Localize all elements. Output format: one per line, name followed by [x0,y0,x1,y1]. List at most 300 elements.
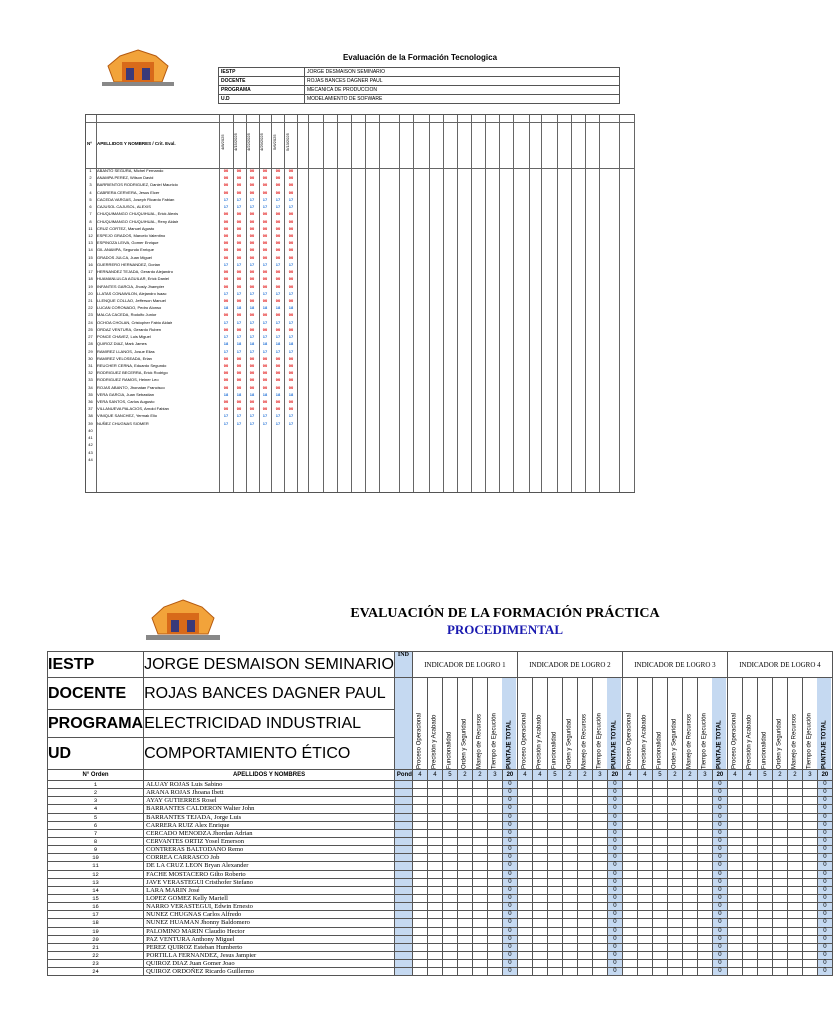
score-cell[interactable] [472,951,487,959]
score-cell[interactable] [547,943,562,951]
score-cell[interactable] [562,927,577,935]
score-cell[interactable] [427,813,442,821]
score-cell[interactable] [757,878,772,886]
score-cell[interactable] [622,813,637,821]
score-cell[interactable] [772,805,787,813]
score-cell[interactable] [742,943,757,951]
score-cell[interactable] [697,911,712,919]
score-cell[interactable] [517,781,532,789]
score-cell[interactable] [757,943,772,951]
score-cell[interactable] [622,829,637,837]
score-cell[interactable] [637,781,652,789]
score-cell[interactable] [727,846,742,854]
score-cell[interactable] [457,862,472,870]
score-cell[interactable] [577,960,592,968]
score-cell[interactable] [802,870,817,878]
score-cell[interactable] [802,878,817,886]
score-cell[interactable] [667,878,682,886]
score-cell[interactable] [532,968,547,976]
score-cell[interactable] [547,911,562,919]
score-cell[interactable] [742,821,757,829]
score-cell[interactable] [637,813,652,821]
score-cell[interactable] [787,960,802,968]
score-cell[interactable] [802,886,817,894]
score-cell[interactable] [442,960,457,968]
score-cell[interactable] [622,781,637,789]
score-cell[interactable] [487,951,502,959]
score-cell[interactable] [697,821,712,829]
score-cell[interactable] [517,789,532,797]
score-cell[interactable] [547,862,562,870]
score-cell[interactable] [412,789,427,797]
score-cell[interactable] [487,878,502,886]
score-cell[interactable] [442,878,457,886]
score-cell[interactable] [427,943,442,951]
score-cell[interactable] [682,878,697,886]
score-cell[interactable] [472,829,487,837]
score-cell[interactable] [622,846,637,854]
score-cell[interactable] [787,821,802,829]
score-cell[interactable] [457,870,472,878]
score-cell[interactable] [427,870,442,878]
score-cell[interactable] [427,935,442,943]
score-cell[interactable] [652,846,667,854]
score-cell[interactable] [757,821,772,829]
score-cell[interactable] [697,837,712,845]
score-cell[interactable] [517,878,532,886]
score-cell[interactable] [412,951,427,959]
score-cell[interactable] [412,797,427,805]
score-cell[interactable] [562,919,577,927]
score-cell[interactable] [742,968,757,976]
score-cell[interactable] [622,837,637,845]
score-cell[interactable] [742,862,757,870]
score-cell[interactable] [727,813,742,821]
score-cell[interactable] [487,943,502,951]
score-cell[interactable] [802,862,817,870]
score-cell[interactable] [727,829,742,837]
score-cell[interactable] [457,837,472,845]
score-cell[interactable] [577,903,592,911]
score-cell[interactable] [427,854,442,862]
score-cell[interactable] [562,911,577,919]
score-cell[interactable] [532,960,547,968]
score-cell[interactable] [667,886,682,894]
score-cell[interactable] [457,878,472,886]
score-cell[interactable] [727,903,742,911]
score-cell[interactable] [667,960,682,968]
score-cell[interactable] [802,821,817,829]
score-cell[interactable] [742,789,757,797]
score-cell[interactable] [772,854,787,862]
score-cell[interactable] [547,789,562,797]
score-cell[interactable] [637,837,652,845]
score-cell[interactable] [442,813,457,821]
score-cell[interactable] [532,789,547,797]
score-cell[interactable] [592,829,607,837]
score-cell[interactable] [577,781,592,789]
score-cell[interactable] [532,829,547,837]
score-cell[interactable] [517,927,532,935]
score-cell[interactable] [667,951,682,959]
score-cell[interactable] [637,797,652,805]
score-cell[interactable] [757,960,772,968]
score-cell[interactable] [772,837,787,845]
score-cell[interactable] [787,797,802,805]
score-cell[interactable] [427,837,442,845]
score-cell[interactable] [562,821,577,829]
score-cell[interactable] [787,951,802,959]
score-cell[interactable] [577,919,592,927]
score-cell[interactable] [727,837,742,845]
score-cell[interactable] [487,821,502,829]
score-cell[interactable] [667,854,682,862]
score-cell[interactable] [742,919,757,927]
score-cell[interactable] [622,821,637,829]
score-cell[interactable] [532,886,547,894]
score-cell[interactable] [772,813,787,821]
score-cell[interactable] [592,927,607,935]
score-cell[interactable] [457,854,472,862]
score-cell[interactable] [487,805,502,813]
score-cell[interactable] [427,821,442,829]
score-cell[interactable] [532,911,547,919]
score-cell[interactable] [697,927,712,935]
score-cell[interactable] [682,870,697,878]
score-cell[interactable] [562,846,577,854]
score-cell[interactable] [547,935,562,943]
score-cell[interactable] [487,960,502,968]
score-cell[interactable] [622,886,637,894]
score-cell[interactable] [457,919,472,927]
score-cell[interactable] [517,829,532,837]
score-cell[interactable] [727,894,742,902]
score-cell[interactable] [682,805,697,813]
score-cell[interactable] [622,805,637,813]
score-cell[interactable] [517,870,532,878]
score-cell[interactable] [517,951,532,959]
score-cell[interactable] [682,911,697,919]
score-cell[interactable] [802,829,817,837]
score-cell[interactable] [472,781,487,789]
score-cell[interactable] [562,870,577,878]
score-cell[interactable] [532,903,547,911]
score-cell[interactable] [457,927,472,935]
score-cell[interactable] [487,781,502,789]
score-cell[interactable] [682,960,697,968]
score-cell[interactable] [772,911,787,919]
score-cell[interactable] [592,805,607,813]
score-cell[interactable] [532,951,547,959]
score-cell[interactable] [727,935,742,943]
score-cell[interactable] [412,935,427,943]
score-cell[interactable] [412,813,427,821]
score-cell[interactable] [427,919,442,927]
score-cell[interactable] [742,846,757,854]
score-cell[interactable] [727,797,742,805]
score-cell[interactable] [802,911,817,919]
score-cell[interactable] [637,927,652,935]
score-cell[interactable] [757,837,772,845]
score-cell[interactable] [742,894,757,902]
score-cell[interactable] [472,805,487,813]
score-cell[interactable] [412,919,427,927]
score-cell[interactable] [772,968,787,976]
score-cell[interactable] [487,968,502,976]
score-cell[interactable] [487,846,502,854]
score-cell[interactable] [637,878,652,886]
score-cell[interactable] [472,854,487,862]
score-cell[interactable] [682,781,697,789]
score-cell[interactable] [547,919,562,927]
score-cell[interactable] [427,960,442,968]
score-cell[interactable] [562,854,577,862]
score-cell[interactable] [787,870,802,878]
score-cell[interactable] [487,919,502,927]
score-cell[interactable] [577,797,592,805]
score-cell[interactable] [772,894,787,902]
score-cell[interactable] [682,797,697,805]
score-cell[interactable] [787,968,802,976]
score-cell[interactable] [682,789,697,797]
score-cell[interactable] [667,821,682,829]
score-cell[interactable] [412,870,427,878]
score-cell[interactable] [457,821,472,829]
score-cell[interactable] [787,789,802,797]
score-cell[interactable] [472,943,487,951]
score-cell[interactable] [487,886,502,894]
score-cell[interactable] [787,943,802,951]
score-cell[interactable] [562,935,577,943]
score-cell[interactable] [577,829,592,837]
score-cell[interactable] [592,878,607,886]
score-cell[interactable] [772,846,787,854]
score-cell[interactable] [442,919,457,927]
score-cell[interactable] [487,837,502,845]
score-cell[interactable] [442,821,457,829]
score-cell[interactable] [487,829,502,837]
score-cell[interactable] [472,968,487,976]
score-cell[interactable] [757,870,772,878]
score-cell[interactable] [802,960,817,968]
score-cell[interactable] [742,886,757,894]
score-cell[interactable] [517,968,532,976]
score-cell[interactable] [532,870,547,878]
score-cell[interactable] [487,894,502,902]
score-cell[interactable] [457,789,472,797]
score-cell[interactable] [787,886,802,894]
score-cell[interactable] [442,911,457,919]
score-cell[interactable] [682,886,697,894]
score-cell[interactable] [487,862,502,870]
score-cell[interactable] [742,813,757,821]
score-cell[interactable] [427,846,442,854]
score-cell[interactable] [457,935,472,943]
score-cell[interactable] [772,943,787,951]
score-cell[interactable] [742,878,757,886]
score-cell[interactable] [727,960,742,968]
score-cell[interactable] [667,862,682,870]
score-cell[interactable] [742,854,757,862]
score-cell[interactable] [517,960,532,968]
score-cell[interactable] [772,821,787,829]
score-cell[interactable] [472,919,487,927]
score-cell[interactable] [622,951,637,959]
score-cell[interactable] [787,903,802,911]
score-cell[interactable] [757,935,772,943]
score-cell[interactable] [697,919,712,927]
score-cell[interactable] [727,943,742,951]
score-cell[interactable] [637,854,652,862]
score-cell[interactable] [592,813,607,821]
score-cell[interactable] [457,903,472,911]
score-cell[interactable] [727,927,742,935]
score-cell[interactable] [742,951,757,959]
score-cell[interactable] [427,829,442,837]
score-cell[interactable] [577,968,592,976]
score-cell[interactable] [562,943,577,951]
score-cell[interactable] [757,951,772,959]
score-cell[interactable] [772,781,787,789]
score-cell[interactable] [802,903,817,911]
score-cell[interactable] [652,943,667,951]
score-cell[interactable] [457,911,472,919]
score-cell[interactable] [622,903,637,911]
score-cell[interactable] [412,846,427,854]
score-cell[interactable] [442,894,457,902]
score-cell[interactable] [517,862,532,870]
score-cell[interactable] [667,894,682,902]
score-cell[interactable] [412,943,427,951]
score-cell[interactable] [697,846,712,854]
score-cell[interactable] [547,951,562,959]
score-cell[interactable] [532,837,547,845]
score-cell[interactable] [682,837,697,845]
score-cell[interactable] [652,878,667,886]
score-cell[interactable] [547,781,562,789]
score-cell[interactable] [697,862,712,870]
score-cell[interactable] [697,789,712,797]
score-cell[interactable] [577,935,592,943]
score-cell[interactable] [592,968,607,976]
score-cell[interactable] [547,927,562,935]
score-cell[interactable] [652,813,667,821]
score-cell[interactable] [742,935,757,943]
score-cell[interactable] [697,781,712,789]
score-cell[interactable] [562,878,577,886]
score-cell[interactable] [637,805,652,813]
score-cell[interactable] [682,943,697,951]
score-cell[interactable] [532,797,547,805]
score-cell[interactable] [682,919,697,927]
score-cell[interactable] [652,797,667,805]
score-cell[interactable] [427,789,442,797]
score-cell[interactable] [802,797,817,805]
score-cell[interactable] [757,781,772,789]
score-cell[interactable] [562,829,577,837]
score-cell[interactable] [622,943,637,951]
score-cell[interactable] [592,862,607,870]
score-cell[interactable] [577,870,592,878]
score-cell[interactable] [412,960,427,968]
score-cell[interactable] [562,837,577,845]
score-cell[interactable] [577,878,592,886]
score-cell[interactable] [772,951,787,959]
score-cell[interactable] [772,829,787,837]
score-cell[interactable] [637,894,652,902]
score-cell[interactable] [592,943,607,951]
score-cell[interactable] [697,797,712,805]
score-cell[interactable] [682,862,697,870]
score-cell[interactable] [412,829,427,837]
score-cell[interactable] [592,894,607,902]
score-cell[interactable] [487,935,502,943]
score-cell[interactable] [802,813,817,821]
score-cell[interactable] [727,862,742,870]
score-cell[interactable] [727,911,742,919]
score-cell[interactable] [637,935,652,943]
score-cell[interactable] [682,813,697,821]
score-cell[interactable] [757,894,772,902]
score-cell[interactable] [412,911,427,919]
score-cell[interactable] [727,870,742,878]
score-cell[interactable] [727,951,742,959]
score-cell[interactable] [412,837,427,845]
score-cell[interactable] [457,846,472,854]
score-cell[interactable] [577,911,592,919]
score-cell[interactable] [622,789,637,797]
score-cell[interactable] [652,862,667,870]
score-cell[interactable] [682,829,697,837]
score-cell[interactable] [772,878,787,886]
score-cell[interactable] [517,854,532,862]
score-cell[interactable] [412,781,427,789]
score-cell[interactable] [652,927,667,935]
score-cell[interactable] [682,894,697,902]
score-cell[interactable] [487,813,502,821]
score-cell[interactable] [697,951,712,959]
score-cell[interactable] [517,805,532,813]
score-cell[interactable] [457,813,472,821]
score-cell[interactable] [697,813,712,821]
score-cell[interactable] [577,894,592,902]
score-cell[interactable] [472,903,487,911]
score-cell[interactable] [772,919,787,927]
score-cell[interactable] [517,903,532,911]
score-cell[interactable] [547,903,562,911]
score-cell[interactable] [802,935,817,943]
score-cell[interactable] [427,894,442,902]
score-cell[interactable] [637,846,652,854]
score-cell[interactable] [682,903,697,911]
score-cell[interactable] [442,870,457,878]
score-cell[interactable] [547,805,562,813]
score-cell[interactable] [667,911,682,919]
score-cell[interactable] [577,927,592,935]
score-cell[interactable] [727,789,742,797]
score-cell[interactable] [757,911,772,919]
score-cell[interactable] [637,886,652,894]
score-cell[interactable] [697,870,712,878]
score-cell[interactable] [652,829,667,837]
score-cell[interactable] [682,846,697,854]
score-cell[interactable] [667,919,682,927]
score-cell[interactable] [487,903,502,911]
score-cell[interactable] [787,927,802,935]
score-cell[interactable] [562,813,577,821]
score-cell[interactable] [472,894,487,902]
score-cell[interactable] [532,821,547,829]
